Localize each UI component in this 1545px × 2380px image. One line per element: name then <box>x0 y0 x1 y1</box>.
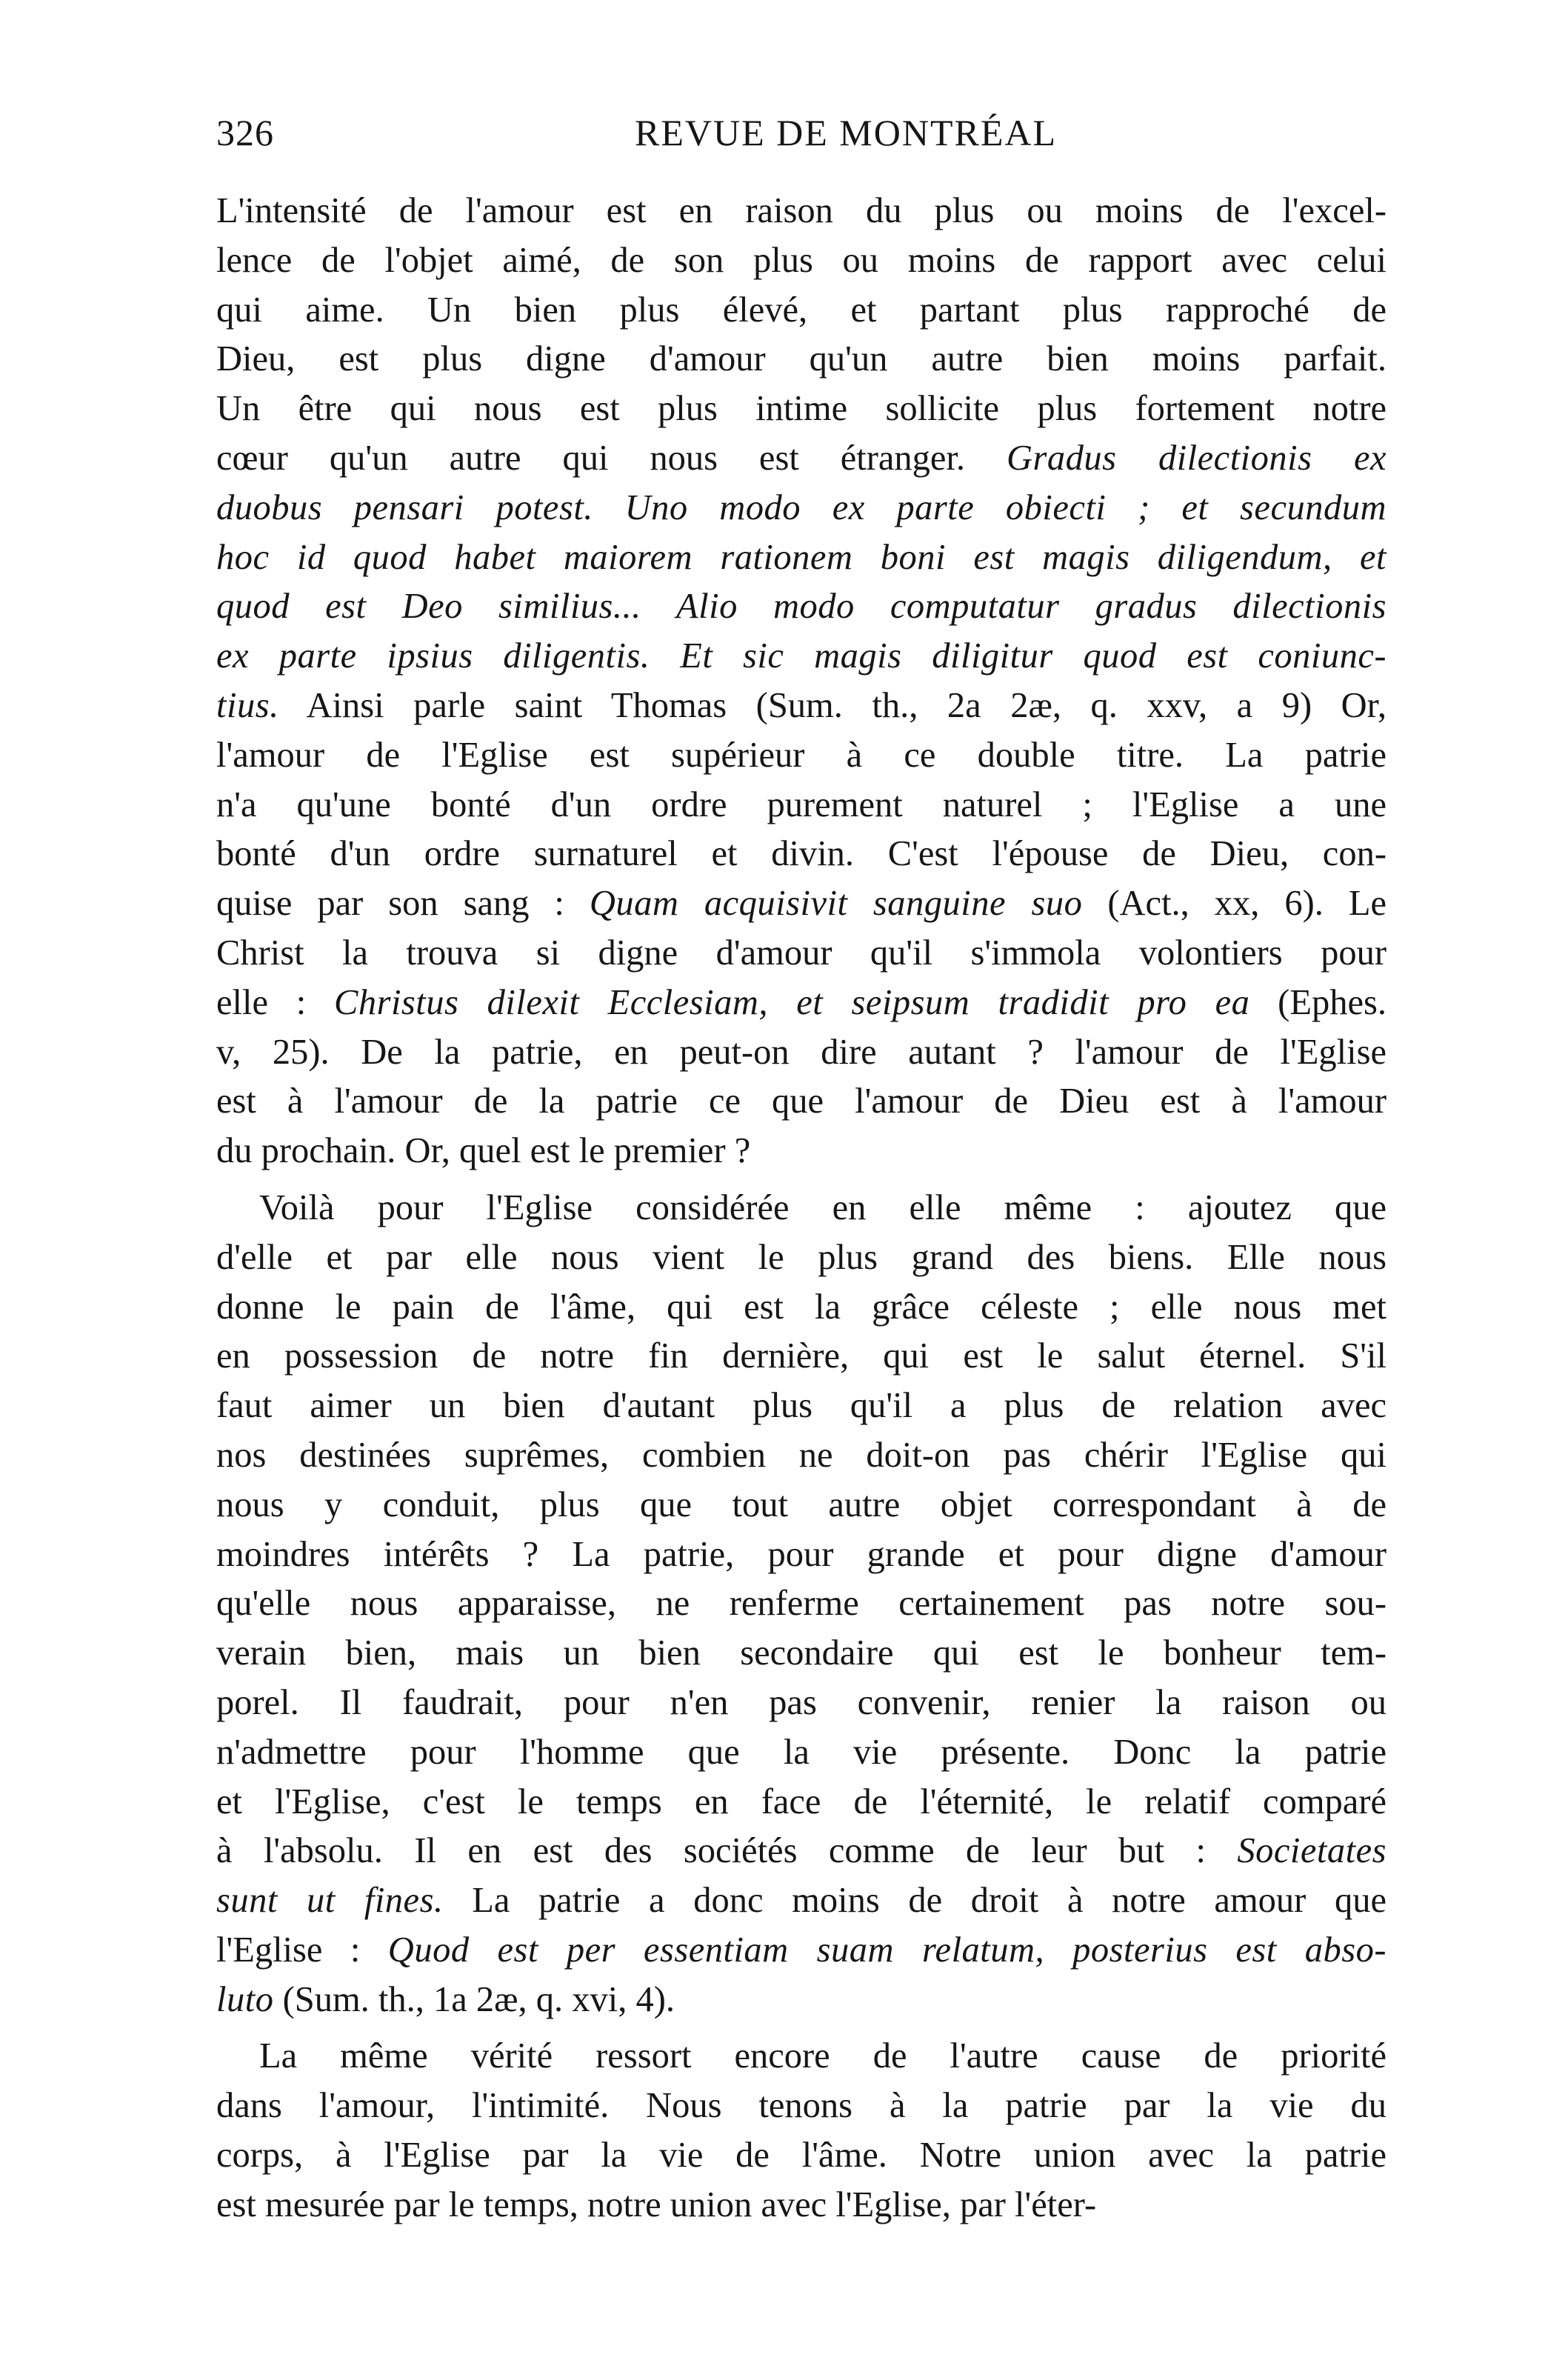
text-run: Christ la trouva si digne d'amour qu'il s'immola volontiers pour <box>216 933 1387 973</box>
paragraph <box>216 187 1387 1176</box>
latin-quotation: tius. <box>216 685 279 725</box>
text-line <box>216 1876 1387 1926</box>
text-line <box>216 830 1387 879</box>
text-line <box>216 1184 1387 1233</box>
page-number: 326 <box>216 112 274 153</box>
text-run: nous y conduit, plus que tout autre objet correspondant à de <box>216 1484 1387 1524</box>
text-line <box>216 1233 1387 1283</box>
text-run: Ainsi parle saint Thomas (Sum. th., 2a 2æ, q. xxv, a 9) Or, <box>278 685 1387 725</box>
text-line <box>216 335 1387 384</box>
text-run: Voilà pour l'Eglise considérée en elle même : ajoutez que <box>259 1187 1387 1227</box>
text-run: faut aimer un bien d'autant plus qu'il a plus de relation avec <box>216 1386 1387 1426</box>
text-line <box>216 1381 1387 1431</box>
text-run: est à l'amour de la patrie ce que l'amour de Dieu est à l'amour <box>216 1081 1387 1121</box>
page-header <box>216 111 1387 163</box>
text-run: porel. Il faudrait, pour n'en pas convenir, renier la raison ou <box>216 1682 1387 1722</box>
text-run: corps, à l'Eglise par la vie de l'âme. Notre union avec la patrie <box>216 2136 1387 2176</box>
text-line <box>216 1926 1387 1976</box>
latin-quotation: sunt ut fines. <box>216 1881 444 1921</box>
text-run: à l'absolu. Il en est des sociétés comme de leur but : <box>216 1831 1238 1871</box>
text-run: (Act., xx, 6). Le <box>1082 884 1387 924</box>
text-line <box>216 1827 1387 1876</box>
text-line <box>216 1028 1387 1078</box>
text-run: lence de l'objet aimé, de son plus ou moins de rapport avec celui <box>216 240 1387 280</box>
text-run: nos destinées suprêmes, combien ne doit-on pas chérir l'Eglise qui <box>216 1435 1387 1475</box>
text-run: cœur qu'un autre qui nous est étranger. <box>216 438 1007 478</box>
text-run: Dieu, est plus digne d'amour qu'un autre bien moins parfait. <box>216 339 1387 379</box>
latin-quotation: ex parte ipsius diligentis. Et sic magis diligitur quod est coniunc- <box>216 636 1387 676</box>
text-line <box>216 1127 1387 1176</box>
text-line <box>216 1283 1387 1333</box>
latin-quotation: hoc id quod habet maiorem rationem boni est magis diligendum, et <box>216 537 1387 577</box>
text-line <box>216 286 1387 336</box>
text-run: n'a qu'une bonté d'un ordre purement naturel ; l'Eglise a une <box>216 784 1387 824</box>
text-run: l'Eglise : <box>216 1930 388 1970</box>
text-line <box>216 1332 1387 1381</box>
text-run: donne le pain de l'âme, qui est la grâce céleste ; elle nous met <box>216 1287 1387 1327</box>
text-line <box>216 929 1387 979</box>
text-run: verain bien, mais un bien secondaire qui est le bonheur tem- <box>216 1633 1387 1673</box>
text-line <box>216 1481 1387 1530</box>
text-run: Un être qui nous est plus intime sollicite plus fortement notre <box>216 389 1387 429</box>
text-line <box>216 632 1387 681</box>
text-line <box>216 2032 1387 2081</box>
text-run: qui aime. Un bien plus élevé, et partant plus rapproché de <box>216 290 1387 330</box>
text-run: en possession de notre fin dernière, qui est le salut éternel. S'il <box>216 1336 1387 1376</box>
latin-quotation: Quod est per essentiam suam relatum, posterius est abso- <box>387 1930 1387 1970</box>
text-line <box>216 582 1387 632</box>
text-run: dans l'amour, l'intimité. Nous tenons à la patrie par la vie du <box>216 2086 1387 2126</box>
text-run: moindres intérêts ? La patrie, pour grande et pour digne d'amour <box>216 1534 1387 1574</box>
latin-quotation: quod est Deo similius... Alio modo computatur gradus dilectionis <box>216 587 1387 627</box>
text-run: d'elle et par elle nous vient le plus grand des biens. Elle nous <box>216 1237 1387 1277</box>
latin-quotation: Quam acquisivit sanguine suo <box>589 884 1083 924</box>
text-run: bonté d'un ordre surnaturel et divin. C'est l'épouse de Dieu, con- <box>216 834 1387 874</box>
text-line <box>216 1530 1387 1580</box>
text-line <box>216 2081 1387 2131</box>
text-line <box>216 2181 1387 2230</box>
text-run: elle : <box>216 982 334 1022</box>
text-run: du prochain. Or, quel est le premier ? <box>216 1131 751 1171</box>
text-run: L'intensité de l'amour est en raison du plus ou moins de l'excel- <box>216 191 1387 230</box>
text-run: n'admettre pour l'homme que la vie présente. Donc la patrie <box>216 1732 1387 1772</box>
text-run: et l'Eglise, c'est le temps en face de l'éternité, le relatif comparé <box>216 1781 1387 1821</box>
text-line <box>216 1077 1387 1127</box>
text-line <box>216 1629 1387 1679</box>
text-run: quise par son sang : <box>216 884 590 924</box>
text-line <box>216 434 1387 484</box>
text-line <box>216 1728 1387 1778</box>
latin-quotation: Gradus dilectionis ex <box>1006 438 1387 478</box>
paragraph <box>216 2032 1387 2230</box>
text-line <box>216 533 1387 583</box>
text-line <box>216 731 1387 781</box>
text-run: v, 25). De la patrie, en peut-on dire autant ? l'amour de l'Eglise <box>216 1032 1387 1072</box>
text-line <box>216 781 1387 830</box>
text-line <box>216 236 1387 286</box>
text-line <box>216 1679 1387 1728</box>
text-line <box>216 1976 1387 2025</box>
text-run: est mesurée par le temps, notre union avec l'Eglise, par l'éter- <box>216 2184 1097 2224</box>
latin-quotation: duobus pensari potest. Uno modo ex parte obiecti ; et secundum <box>216 487 1387 527</box>
text-line <box>216 484 1387 533</box>
latin-quotation: Christus dilexit Ecclesiam, et seipsum tradidit pro ea <box>333 982 1250 1022</box>
text-run: La patrie a donc moins de droit à notre amour que <box>443 1881 1387 1921</box>
text-line <box>216 2131 1387 2181</box>
text-line <box>216 1579 1387 1629</box>
text-run: qu'elle nous apparaisse, ne renferme certainement pas notre sou- <box>216 1584 1387 1624</box>
body-text <box>216 187 1387 2230</box>
text-line <box>216 1431 1387 1481</box>
text-run: (Sum. th., 1a 2æ, q. xvi, 4). <box>273 1979 675 2019</box>
text-line <box>216 187 1387 236</box>
text-line <box>216 1778 1387 1827</box>
text-line <box>216 879 1387 929</box>
latin-quotation: Societates <box>1237 1831 1387 1871</box>
text-run: l'amour de l'Eglise est supérieur à ce double titre. La patrie <box>216 735 1387 775</box>
running-title: REVUE DE MONTRÉAL <box>634 112 1058 153</box>
text-line <box>216 681 1387 731</box>
paragraph <box>216 1184 1387 2025</box>
latin-quotation: luto <box>216 1979 274 2019</box>
text-line <box>216 979 1387 1028</box>
text-run: La même vérité ressort encore de l'autre cause de priorité <box>259 2036 1387 2076</box>
text-run: (Ephes. <box>1249 982 1387 1022</box>
text-line <box>216 384 1387 434</box>
